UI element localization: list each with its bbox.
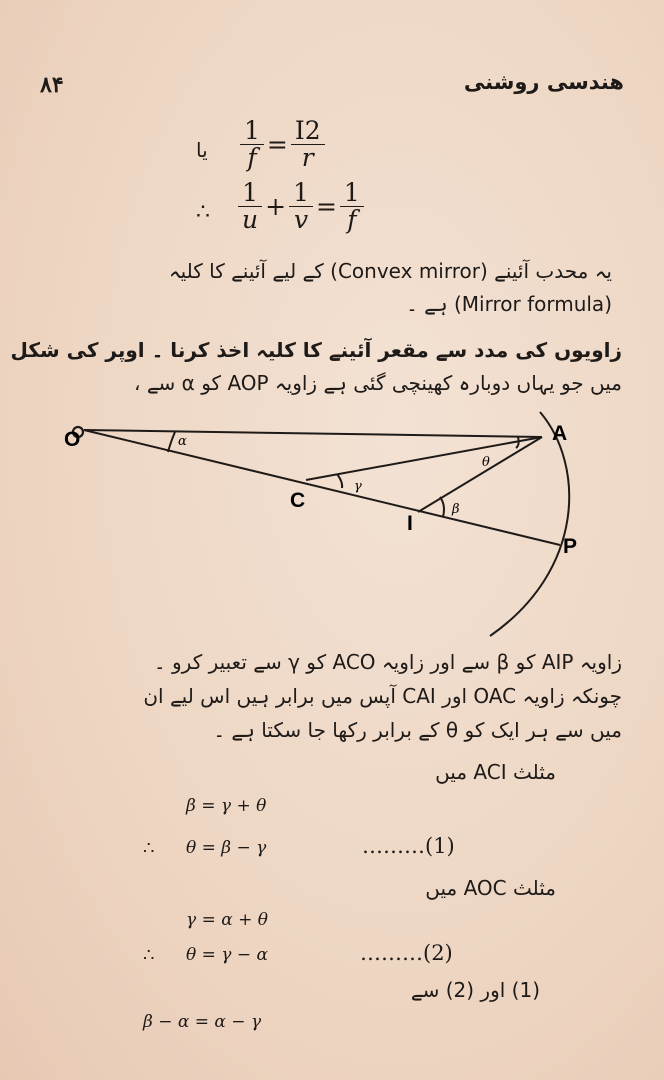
denominator: u — [242, 205, 259, 235]
denominator: r — [301, 143, 314, 173]
numerator: I2 — [291, 118, 325, 145]
label-A: A — [552, 422, 568, 445]
triangle-aoc-heading: مثلث AOC میں — [425, 876, 556, 900]
equation-theta-2: θ = γ − α — [186, 945, 268, 965]
numerator: 1 — [240, 118, 264, 145]
chapter-title: هندسی روشنی — [463, 70, 624, 94]
paragraph-3-line-3: میں سے ہر ایک کو θ کے برابر رکھا جا سکتا ہے ۔ — [213, 718, 622, 742]
label-theta: θ — [482, 455, 490, 470]
equals-sign: = — [315, 192, 337, 222]
page-number: ۸۴ — [40, 72, 64, 98]
numerator: 1 — [289, 180, 313, 207]
therefore-symbol: ∴ — [143, 945, 155, 966]
paragraph-1-line-1: یہ محدب آئینے (Convex mirror) کے لیے آئینے کا کلیہ — [168, 259, 612, 283]
equation-theta-1: θ = β − γ — [186, 838, 267, 858]
paragraph-1-line-2: (Mirror formula) ہے ۔ — [406, 292, 612, 316]
label-I: I — [407, 512, 413, 535]
equals-sign: = — [266, 130, 288, 160]
arc-gamma — [337, 474, 342, 488]
equation-ref-2: ………(2) — [360, 941, 453, 965]
equation-beta: β = γ + θ — [186, 796, 267, 816]
label-beta: β — [452, 502, 460, 517]
label-gamma: γ — [354, 479, 362, 494]
arc-beta — [440, 497, 444, 517]
denominator: f — [347, 205, 357, 235]
equation-ref-1: ………(1) — [362, 834, 455, 858]
from-equations-heading: (1) اور (2) سے — [410, 978, 540, 1002]
plus-sign: + — [265, 192, 287, 222]
label-alpha: α — [178, 434, 187, 449]
denominator: f — [247, 143, 257, 173]
label-P: P — [563, 535, 578, 558]
ya-label: یا — [196, 138, 208, 162]
label-C: C — [290, 489, 306, 512]
paragraph-2-line-2: میں جو یہاں دوبارہ کھینچی گئی ہے زاویہ AOP کو α سے ، — [134, 371, 622, 395]
therefore-symbol: ∴ — [143, 838, 155, 859]
triangle-aci-heading: مثلث ACI میں — [435, 760, 556, 784]
equation-final: β − α = α − γ — [143, 1012, 262, 1032]
arc-alpha — [168, 432, 175, 452]
paragraph-3-line-1: زاویہ AIP کو β سے اور زاویہ ACO کو γ سے تعبیر کرو ۔ — [153, 650, 622, 674]
paragraph-3-line-2: چونکہ زاویہ OAC اور CAI آپس میں برابر ہیں اس لیے ان — [143, 684, 622, 708]
equation-gamma: γ = α + θ — [186, 910, 268, 930]
label-O: O — [64, 428, 81, 451]
numerator: 1 — [340, 180, 364, 207]
paragraph-2-line-1: زاویوں کی مدد سے مقعر آئینے کا کلیہ اخذ کرنا ۔ اوپر کی شکل — [10, 338, 622, 362]
ray-O-A — [84, 430, 542, 437]
numerator: 1 — [238, 180, 262, 207]
denominator: v — [293, 205, 309, 235]
therefore-symbol: ∴ — [196, 200, 210, 225]
